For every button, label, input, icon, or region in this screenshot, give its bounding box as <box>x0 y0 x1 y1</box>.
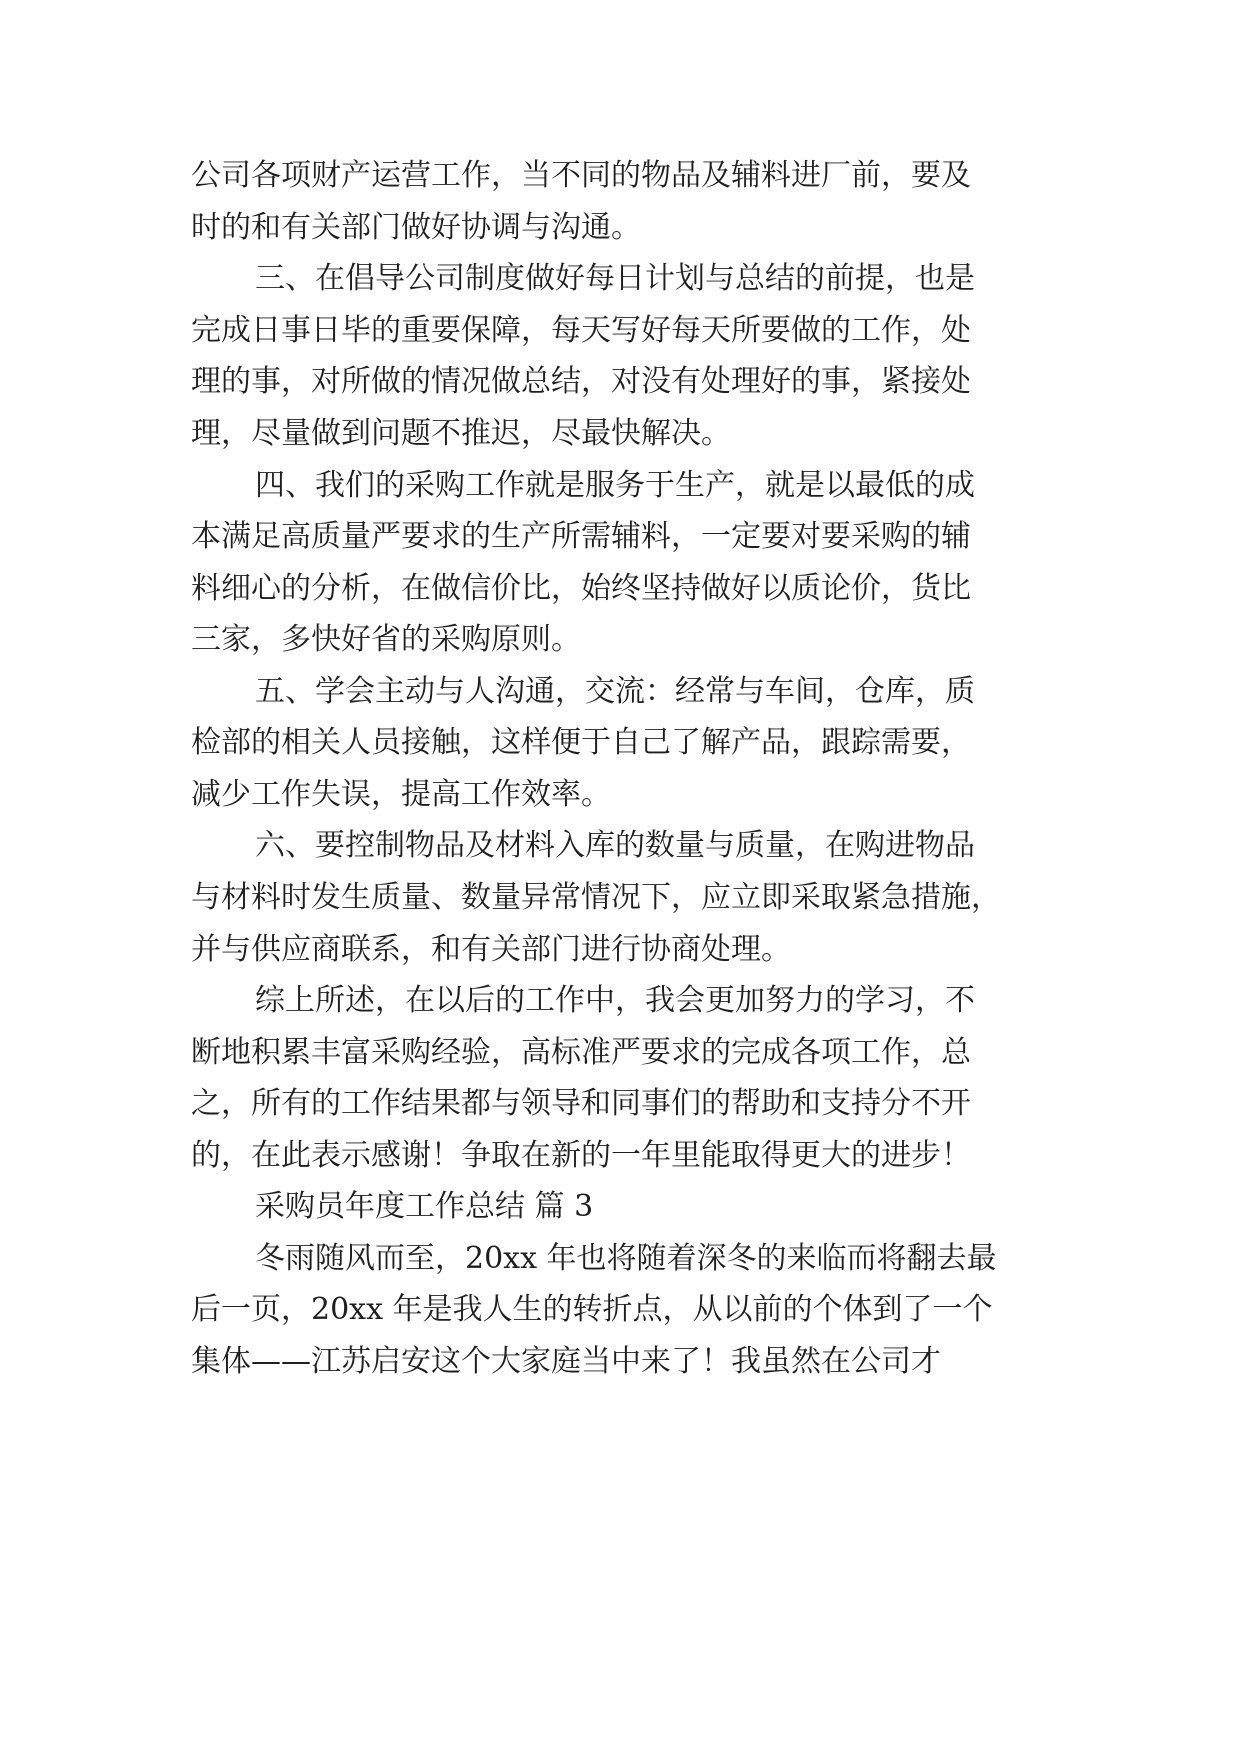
new-section-paragraph: 冬雨随风而至，20xx 年也将随着深冬的来临而将翻去最 <box>255 1241 997 1276</box>
paragraph-three-heading: 三、在倡导公司制度做好每日计划与总结的前提，也是 <box>255 261 975 296</box>
text-line: 检部的相关人员接触，这样便于自己了解产品，跟踪需要， <box>191 725 971 760</box>
text-line: 断地积累丰富采购经验，高标准严要求的完成各项工作，总 <box>191 1035 971 1070</box>
text-line: 公司各项财产运营工作，当不同的物品及辅料进厂前，要及 <box>191 158 971 193</box>
section-title: 采购员年度工作总结 篇 3 <box>255 1189 594 1224</box>
text-line: 理，尽量做到问题不推迟，尽最快解决。 <box>191 416 731 451</box>
paragraph-four-heading: 四、我们的采购工作就是服务于生产，就是以最低的成 <box>255 468 975 503</box>
text-line: 并与供应商联系，和有关部门进行协商处理。 <box>191 932 791 967</box>
paragraph-five-heading: 五、学会主动与人沟通，交流：经常与车间，仓库，质 <box>255 674 975 709</box>
text-line: 本满足高质量严要求的生产所需辅料，一定要对要采购的辅 <box>191 519 971 554</box>
text-line: 理的事，对所做的情况做总结，对没有处理好的事，紧接处 <box>191 364 971 399</box>
paragraph-six-heading: 六、要控制物品及材料入库的数量与质量，在购进物品 <box>255 828 975 863</box>
text-line: 后一页，20xx 年是我人生的转折点，从以前的个体到了一个 <box>191 1292 993 1327</box>
text-line: 的，在此表示感谢！争取在新的一年里能取得更大的进步！ <box>191 1138 971 1173</box>
text-line: 集体——江苏启安这个大家庭当中来了！我虽然在公司才 <box>191 1344 941 1379</box>
summary-paragraph: 综上所述，在以后的工作中，我会更加努力的学习，不 <box>255 983 975 1018</box>
text-line: 料细心的分析，在做信价比，始终坚持做好以质论价，货比 <box>191 571 971 606</box>
text-line: 与材料时发生质量、数量异常情况下，应立即采取紧急措施， <box>191 880 1001 915</box>
text-line: 完成日事日毕的重要保障，每天写好每天所要做的工作，处 <box>191 313 971 348</box>
text-line: 时的和有关部门做好协调与沟通。 <box>191 210 641 245</box>
text-line: 减少工作失误，提高工作效率。 <box>191 777 611 812</box>
text-line: 之，所有的工作结果都与领导和同事们的帮助和支持分不开 <box>191 1086 971 1121</box>
text-line: 三家，多快好省的采购原则。 <box>191 622 581 657</box>
